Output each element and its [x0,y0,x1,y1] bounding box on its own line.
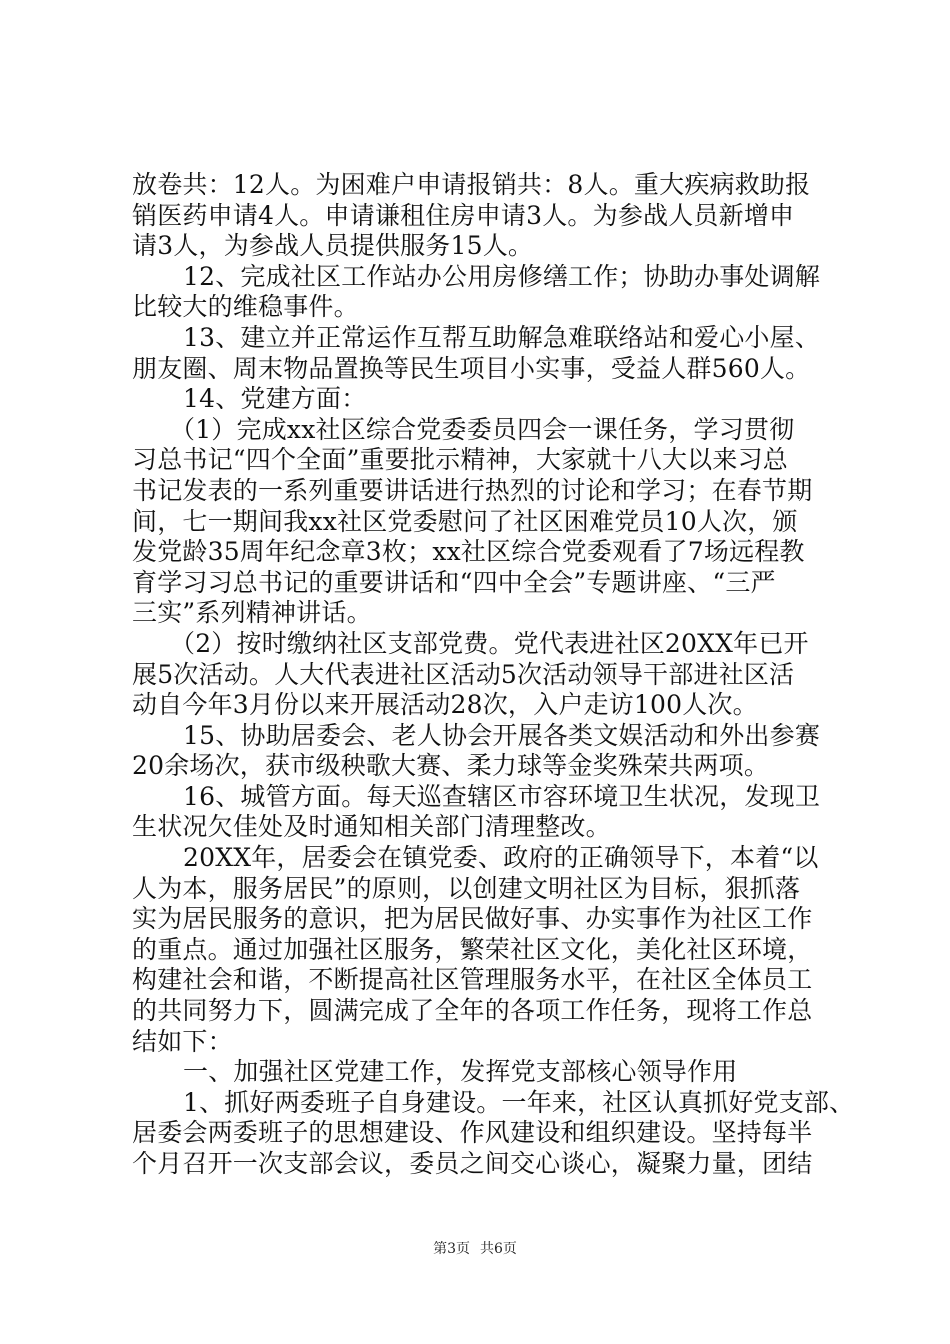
text-line: 13、建立并正常运作互帮互助解急难联络站和爱心小屋、 [183,322,821,352]
text-line: 的共同努力下，圆满完成了全年的各项工作任务，现将工作总 [132,996,813,1026]
text-line: （1）完成xx社区综合党委委员四会一课任务，学习贯彻 [170,414,795,444]
text-line: 结如下： [132,1026,233,1056]
text-line: 三实”系列精神讲话。 [132,598,372,628]
text-line: 14、党建方面： [183,384,367,414]
page-total: 共6页 [480,1241,517,1257]
text-line: 间，七一期间我xx社区党委慰问了社区困难党员10人次，颁 [132,506,798,536]
text-line: 书记发表的一系列重要讲话进行热烈的讨论和学习；在春节期 [132,475,813,505]
text-line: 育学习习总书记的重要讲话和“四中全会”专题讲座、“三严 [132,567,776,597]
text-line: 居委会两委班子的思想建设、作风建设和组织建设。坚持每半 [132,1118,813,1148]
page-footer [0,1238,950,1258]
document-body [132,170,855,1180]
text-line: 16、城管方面。每天巡查辖区市容环境卫生状况，发现卫 [183,781,821,811]
text-line: 20XX年，居委会在镇党委、政府的正确领导下，本着“以 [183,843,819,873]
text-line: 构建社会和谐，不断提高社区管理服务水平，在社区全体员工 [132,965,813,995]
text-line: 20余场次，获市级秧歌大赛、柔力球等金奖殊荣共两项。 [132,751,770,781]
text-line: 动自今年3月份以来开展活动28次，入户走访100人次。 [132,690,758,720]
text-line: 人为本，服务居民”的原则，以创建文明社区为目标，狠抓落 [132,873,801,903]
text-line: 1、抓好两委班子自身建设。一年来，社区认真抓好党支部、 [183,1087,855,1117]
text-line: 习总书记“四个全面”重要批示精神，大家就十八大以来习总 [132,445,788,475]
text-line: 比较大的维稳事件。 [132,292,359,322]
text-line: 实为居民服务的意识，把为居民做好事、办实事作为社区工作 [132,904,813,934]
text-line: 朋友圈、周末物品置换等民生项目小实事，受益人群560人。 [132,353,811,383]
text-line: （2）按时缴纳社区支部党费。党代表进社区20XX年已开 [170,628,809,658]
text-line: 请3人，为参战人员提供服务15人。 [132,231,534,261]
text-line: 销医药申请4人。申请谦租住房申请3人。为参战人员新增申 [132,200,795,230]
text-line: 12、完成社区工作站办公用房修缮工作；协助办事处调解 [183,261,821,291]
text-line: 生状况欠佳处及时通知相关部门清理整改。 [132,812,611,842]
text-line: 展5次活动。人大代表进社区活动5次活动领导干部进社区活 [132,659,795,689]
page-number: 第3页 [433,1241,470,1257]
text-line: 放卷共：12人。为困难户申请报销共：8人。重大疾病救助报 [132,170,811,199]
text-line: 的重点。通过加强社区服务，繁荣社区文化，美化社区环境， [132,934,813,964]
text-line: 发党龄35周年纪念章3枚；xx社区综合党委观看了7场远程教 [132,537,805,567]
text-line: 15、协助居委会、老人协会开展各类文娱活动和外出参赛 [183,720,821,750]
text-line: 个月召开一次支部会议，委员之间交心谈心，凝聚力量，团结 [132,1149,813,1178]
text-line: 一、加强社区党建工作，发挥党支部核心领导作用 [183,1057,738,1087]
